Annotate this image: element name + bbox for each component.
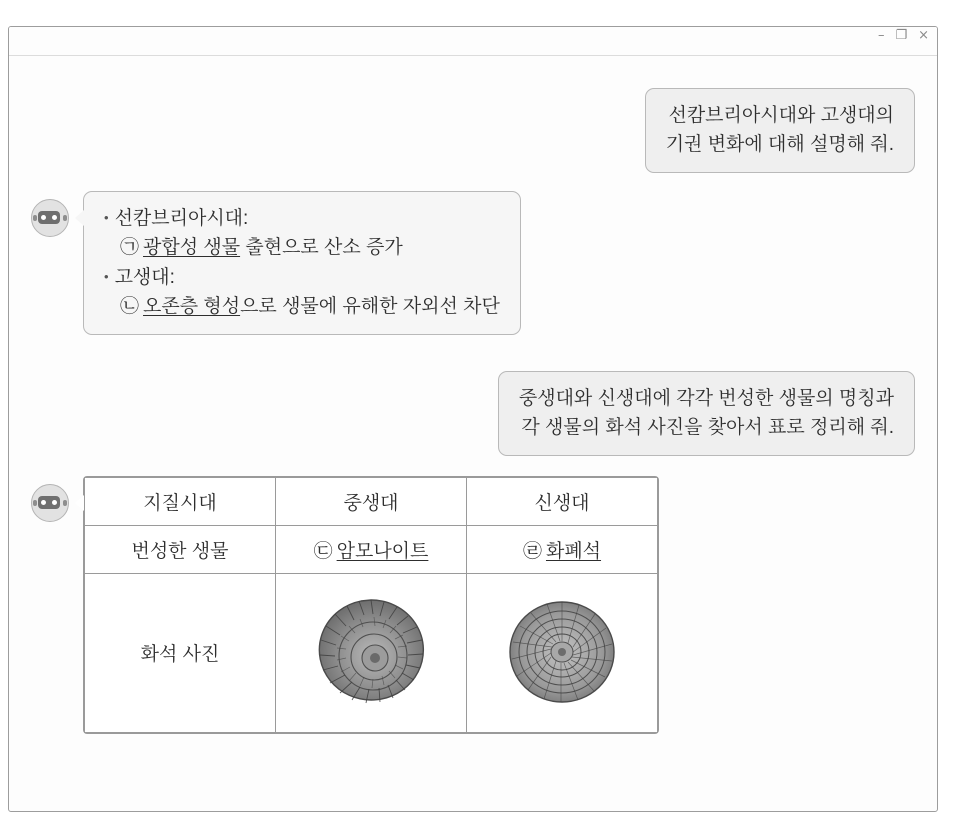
circled-marker-2: ㉡ (120, 296, 140, 318)
bot-detail-rest: 출현으로 산소 증가 (240, 237, 403, 259)
message-line: 선캄브리아시대와 고생대의 (668, 105, 894, 126)
table-row (85, 525, 658, 573)
window-controls (878, 29, 929, 42)
table-header-row (85, 477, 658, 525)
robot-eye-left-icon (41, 215, 46, 220)
message-line: 기권 변화에 대해 설명해 줘. (665, 134, 894, 156)
bot-line-text: 고생대: (114, 266, 175, 288)
table-header-cell: 지질시대 (85, 477, 276, 525)
fossil-table-container (83, 476, 659, 734)
ammonite-fossil-image (280, 590, 462, 715)
table-cell-organism-mesozoic (276, 525, 467, 573)
maximize-icon[interactable]: ❐ (895, 28, 908, 43)
robot-eye-right-icon (52, 500, 57, 505)
user-message-bubble-1 (645, 88, 915, 173)
message-row-user-2 (31, 371, 915, 456)
robot-face-icon (38, 211, 60, 224)
table-cell-fossil-photo-mesozoic (276, 573, 467, 732)
underlined-term-4: 화폐석 (545, 540, 602, 562)
close-icon[interactable]: × (918, 28, 929, 43)
bot-detail-item (104, 233, 500, 262)
robot-ear-left-icon (33, 500, 37, 506)
message-row-user-1 (31, 88, 915, 173)
bullet-icon: • (104, 268, 109, 284)
robot-icon (31, 484, 69, 522)
bot-detail-rest: 으로 생물에 유해한 자외선 차단 (240, 296, 500, 318)
robot-eye-left-icon (41, 500, 46, 505)
message-line: 각 생물의 화석 사진을 찾아서 표로 정리해 줘. (521, 417, 894, 439)
chat-window (8, 26, 938, 812)
underlined-term-1: 광합성 생물 (143, 237, 241, 259)
minimize-icon[interactable]: – (877, 28, 885, 43)
circled-marker-3: ㉢ (313, 540, 333, 562)
bot-bullet-item (104, 263, 500, 292)
table-row-label: 번성한 생물 (85, 525, 276, 573)
underlined-term-3: 암모나이트 (336, 540, 429, 562)
underlined-term-2: 오존층 형성 (143, 296, 241, 318)
table-row-label: 화석 사진 (85, 573, 276, 732)
robot-ear-right-icon (63, 215, 67, 221)
chat-transcript (9, 88, 937, 812)
table-header-cell: 신생대 (467, 477, 658, 525)
robot-face-icon (38, 496, 60, 509)
table-row (85, 573, 658, 732)
table-cell-fossil-photo-cenozoic (467, 573, 658, 732)
nummulite-fossil-image (471, 590, 653, 715)
robot-ear-left-icon (33, 215, 37, 221)
bullet-icon: • (104, 209, 109, 225)
message-row-bot-1 (31, 191, 915, 335)
title-bar (9, 27, 937, 56)
fossil-table (84, 477, 658, 733)
user-message-bubble-2 (498, 371, 915, 456)
circled-marker-4: ㉣ (522, 540, 542, 562)
bot-bullet-item (104, 204, 500, 233)
message-line: 중생대와 신생대에 각각 번성한 생물의 명칭과 (518, 387, 894, 409)
message-row-bot-2 (31, 476, 915, 734)
table-cell-organism-cenozoic (467, 525, 658, 573)
bot-detail-item (104, 292, 500, 321)
robot-ear-right-icon (63, 500, 67, 506)
robot-eye-right-icon (52, 215, 57, 220)
table-header-cell: 중생대 (276, 477, 467, 525)
bot-line-text: 선캄브리아시대: (114, 207, 249, 229)
bot-message-bubble-1 (83, 191, 521, 335)
robot-icon (31, 199, 69, 237)
circled-marker-1: ㉠ (120, 237, 140, 259)
